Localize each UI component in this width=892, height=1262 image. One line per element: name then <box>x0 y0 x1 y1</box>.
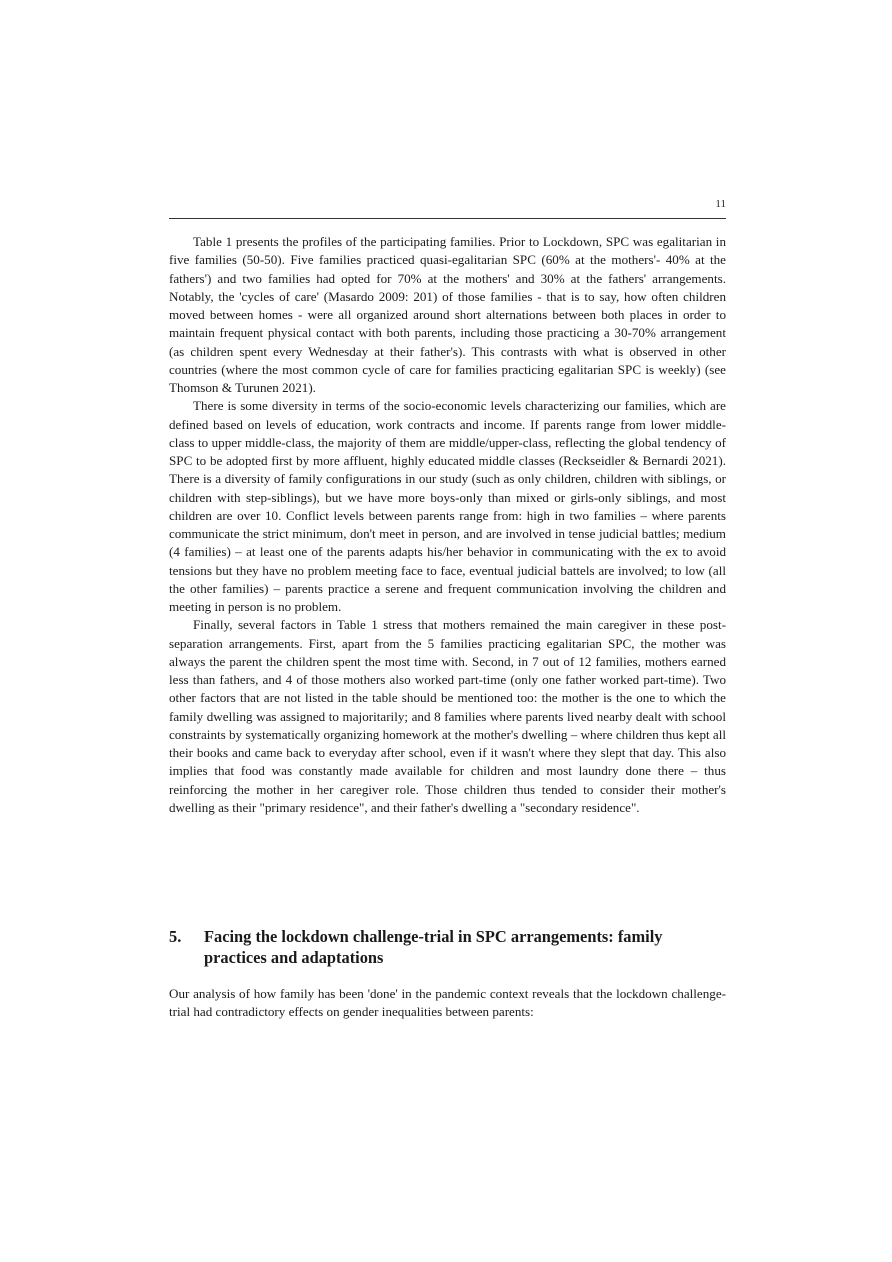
section-heading <box>169 926 726 968</box>
paragraph-table-profiles: Table 1 presents the profiles of the participating families. Prior to Lockdown, SPC was egalitarian in five families (50-50). Five families practiced quasi-egalitarian SPC (60% at the mothers'- 40% at the fathers') and two families had opted for 70% at the mothers' and 30% at the fathers' arrangements. Notably, the 'cycles of care' (Masardo 2009: 201) of those families - that is to say, how often children moved between homes - were all organized around short alternations between both places in order to maintain frequent physical contact with both parents, including those practicing a 30-70% arrangement (as children spent every Wednesday at their father's). This contrasts with what is observed in other countries (where the most common cycle of care for families practicing egalitarian SPC is weekly) (see Thomson & Turunen 2021). <box>169 234 726 395</box>
paragraph-socio-economic-diversity: There is some diversity in terms of the socio-economic levels characterizing our families, which are defined based on levels of education, work contracts and income. If parents range from lower middle-class to upper middle-class, the majority of them are middle/upper-class, reflecting the global tendency of SPC to be adopted first by more affluent, highly educated middle classes (Reckseidler & Bernardi 2021). There is a diversity of family configurations in our study (such as only children, children with siblings, or children with step-siblings), but we have more boys-only than mixed or girls-only siblings, and most children are over 10. Conflict levels between parents range from: high in two families – where parents communicate the strict minimum, don't meet in person, and are involved in tense judicial battles; medium (4 families) – at least one of the parents adapts his/her behavior in communicating with the ex to avoid tensions but they have no problem meeting face to face, eventual judicial battels are involved; to low (all the other families) – parents practice a serene and frequent communication involving the children and meeting in person is no problem. <box>169 398 726 614</box>
section-body <box>169 985 726 1022</box>
section-title: Facing the lockdown challenge-trial in SPC arrangements: family practices and adaptations <box>204 927 663 967</box>
section-number: 5. <box>169 927 182 946</box>
page-number: 11 <box>715 198 726 210</box>
header-rule <box>169 218 726 219</box>
paragraph-lockdown-analysis: Our analysis of how family has been 'done' in the pandemic context reveals that the lockdown challenge-trial had contradictory effects on gender inequalities between parents: <box>169 986 726 1020</box>
body-text <box>169 233 726 817</box>
paragraph-mothers-main-caregiver: Finally, several factors in Table 1 stress that mothers remained the main caregiver in these post-separation arrangements. First, apart from the 5 families practicing egalitarian SPC, the mother was always the parent the children spent the most time with. Second, in 7 out of 12 families, mothers earned less than fathers, and 4 of those mothers also worked part-time (only one father worked part-time). Two other factors that are not listed in the table should be mentioned too: the mother is the one to which the family dwelling was assigned to majoritarily; and 8 families where parents lived nearby dealt with school constraints by systematically organizing homework at the mother's dwelling – where children thus kept all their books and came back to everyday after school, even if it wasn't where they slept that day. This also implies that food was constantly made available for children and most laundry done there – thus reinforcing the mother in her caregiver role. Those children thus tended to consider their mother's dwelling as their "primary residence", and their father's dwelling a "secondary residence". <box>169 617 727 815</box>
